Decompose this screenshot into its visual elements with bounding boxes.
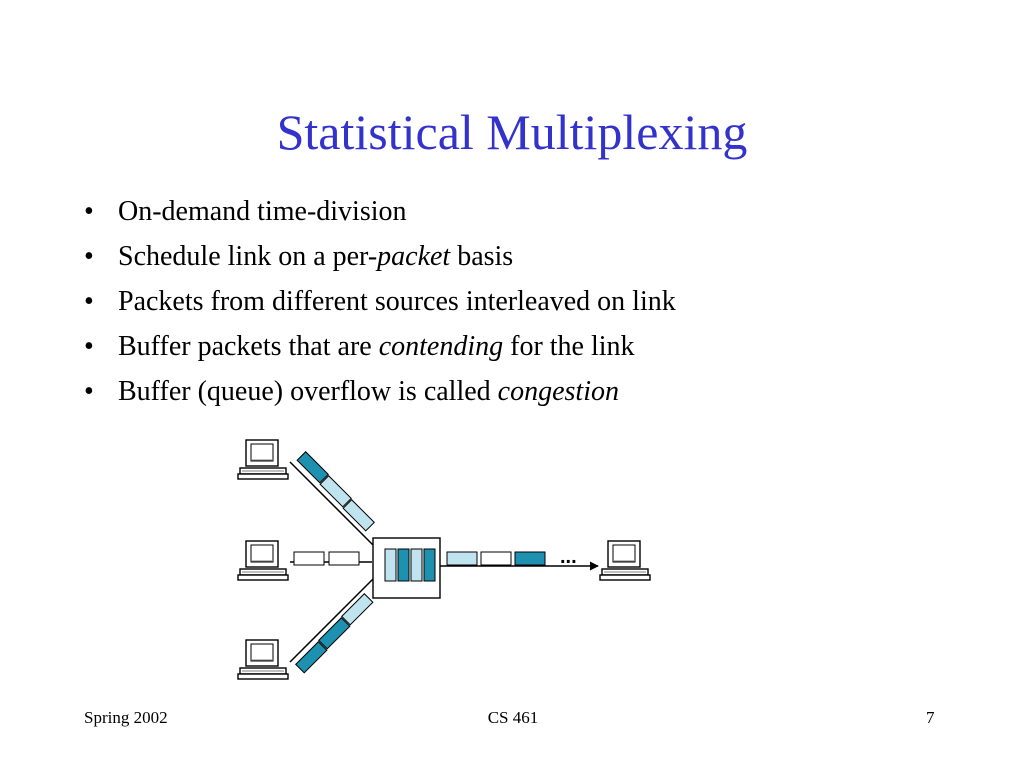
packet [329,552,359,565]
packet [320,476,351,507]
buffered-packet [424,549,435,581]
ellipsis-label: ... [560,546,577,568]
bullet-list [84,196,676,421]
slide-number: 7 [926,708,935,727]
bullet-item [84,376,676,421]
footer-date: Spring 2002 [84,708,168,727]
packet [343,500,374,531]
bullet-dot: • [84,196,94,227]
source-computer-icon [238,640,288,679]
bullet-dot: • [84,331,94,362]
bullet-text-after: basis [450,241,514,272]
source-computer-icon [238,440,288,479]
bullet-text-after: for the link [503,331,635,362]
packet [294,552,324,565]
packet [481,552,511,565]
bullet-emphasis: packet [377,241,451,272]
packet [319,618,350,649]
packet [297,452,328,483]
buffer-switch [373,538,440,598]
packet [515,552,545,565]
buffered-packet [398,549,409,581]
packet [296,642,327,673]
bullet-dot: • [84,376,94,407]
bullet-text: Schedule link on a per- [118,241,378,272]
destination-computer-icon [600,541,650,580]
bullet-dot: • [84,241,94,272]
bullet-text: Packets from different sources interleaved on link [118,286,676,317]
buffered-packet [411,549,422,581]
link-line [290,578,374,662]
source-computer-icon [238,541,288,580]
buffered-packet [385,549,396,581]
bullet-text: Buffer (queue) overflow is called [118,376,498,407]
bullet-dot: • [84,286,94,317]
bullet-text: On-demand time-division [118,196,407,227]
bullet-item [84,286,676,331]
bullet-item [84,241,676,286]
bullet-emphasis: congestion [497,376,619,407]
bullet-item [84,331,676,376]
packet [447,552,477,565]
packet [342,594,373,625]
slide-title: Statistical Multiplexing [276,104,748,160]
bullet-text: Buffer packets that are [118,331,379,362]
bullet-emphasis: contending [378,331,504,362]
bullet-item [84,196,676,241]
link-line [290,462,374,546]
footer-course: CS 461 [487,708,539,727]
